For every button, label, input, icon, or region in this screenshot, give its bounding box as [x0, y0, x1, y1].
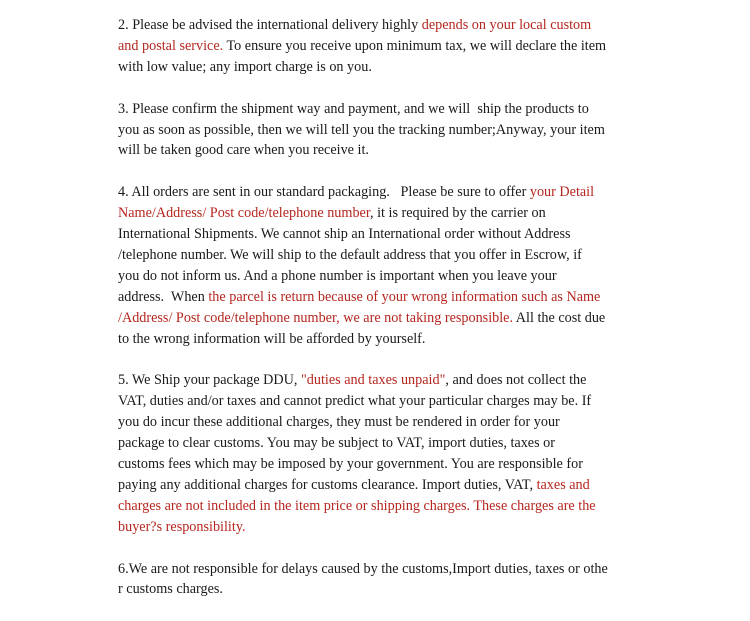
text-line	[118, 475, 678, 496]
text-line	[118, 266, 678, 287]
body-text: 5. We Ship your package DDU,	[118, 372, 301, 389]
highlighted-text: taxes and	[536, 476, 590, 493]
policy-paragraph	[118, 99, 678, 162]
highlighted-text: "duties and taxes unpaid"	[301, 372, 446, 389]
text-line	[118, 203, 678, 224]
text-line	[118, 15, 678, 36]
highlighted-text: depends on your local custom	[421, 17, 592, 33]
body-text: you do incur these additional charges, they must be rendered in order for your	[118, 414, 560, 431]
text-line	[118, 57, 678, 78]
body-text: , it is required by the carrier on	[370, 205, 546, 222]
text-line	[118, 329, 678, 350]
body-text: with low value; any import charge is on you.	[118, 58, 372, 75]
highlighted-text: and postal service.	[118, 37, 224, 54]
text-line	[118, 559, 678, 580]
policy-document	[118, 15, 678, 621]
body-text: address. When	[118, 288, 209, 305]
text-line	[118, 433, 678, 454]
body-text: , and does not collect the	[445, 372, 587, 389]
text-line	[118, 182, 678, 203]
text-line	[118, 287, 678, 308]
body-text: All the cost due	[513, 309, 606, 326]
body-text: will be taken good care when you receive it.	[118, 142, 369, 159]
body-text: customs fees which may be imposed by your government. You are responsible for	[118, 455, 583, 472]
body-text: To ensure you receive upon minimum tax, we will declare the item	[223, 37, 607, 54]
text-line	[118, 140, 678, 161]
text-line	[118, 517, 678, 538]
text-line	[118, 245, 678, 266]
body-text: you do not inform us. And a phone number is important when you leave your	[118, 267, 557, 284]
text-line	[118, 120, 678, 141]
text-line	[118, 99, 678, 120]
policy-paragraph	[118, 370, 678, 537]
policy-paragraph	[118, 15, 678, 78]
body-text: paying any additional charges for customs clearance. Import duties, VAT,	[118, 476, 537, 493]
body-text: 4. All orders are sent in our standard packaging. Please be sure to offer	[118, 184, 530, 201]
highlighted-text: Name/Address/ Post code/telephone number	[118, 205, 370, 222]
body-text: International Shipments. We cannot ship an International order without Address	[118, 226, 571, 243]
body-text: 2. Please be advised the international delivery highly	[118, 17, 422, 33]
body-text: you as soon as possible, then we will tell you the tracking number;Anyway, your item	[118, 121, 605, 138]
text-line	[118, 412, 678, 433]
text-line	[118, 224, 678, 245]
highlighted-text: the parcel is return because of your wrong information such as Name	[208, 288, 601, 305]
body-text: 6.We are not responsible for delays caused by the customs,Import duties, taxes or othe	[118, 560, 608, 577]
body-text: VAT, duties and/or taxes and cannot predict what your particular charges may be. If	[118, 393, 592, 410]
policy-paragraph	[118, 559, 678, 601]
body-text: r customs charges.	[118, 581, 223, 598]
policy-paragraph	[118, 182, 678, 349]
text-line	[118, 391, 678, 412]
text-line	[118, 370, 678, 391]
text-line	[118, 454, 678, 475]
highlighted-text: buyer?s responsibility.	[118, 518, 246, 535]
highlighted-text: your Detail	[529, 184, 595, 201]
text-line	[118, 308, 678, 329]
body-text: package to clear customs. You may be subject to VAT, import duties, taxes or	[118, 435, 555, 452]
body-text: to the wrong information will be afforded by yourself.	[118, 330, 426, 347]
text-line	[118, 579, 678, 600]
body-text: 3. Please confirm the shipment way and payment, and we will ship the products to	[118, 100, 589, 117]
highlighted-text: /Address/ Post code/telephone number, we are not taking responsible.	[118, 309, 514, 326]
highlighted-text: charges are not included in the item price or shipping charges. These charges are the	[118, 497, 596, 514]
text-line	[118, 36, 678, 57]
body-text: /telephone number. We will ship to the default address that you offer in Escrow, if	[118, 246, 582, 263]
text-line	[118, 496, 678, 517]
